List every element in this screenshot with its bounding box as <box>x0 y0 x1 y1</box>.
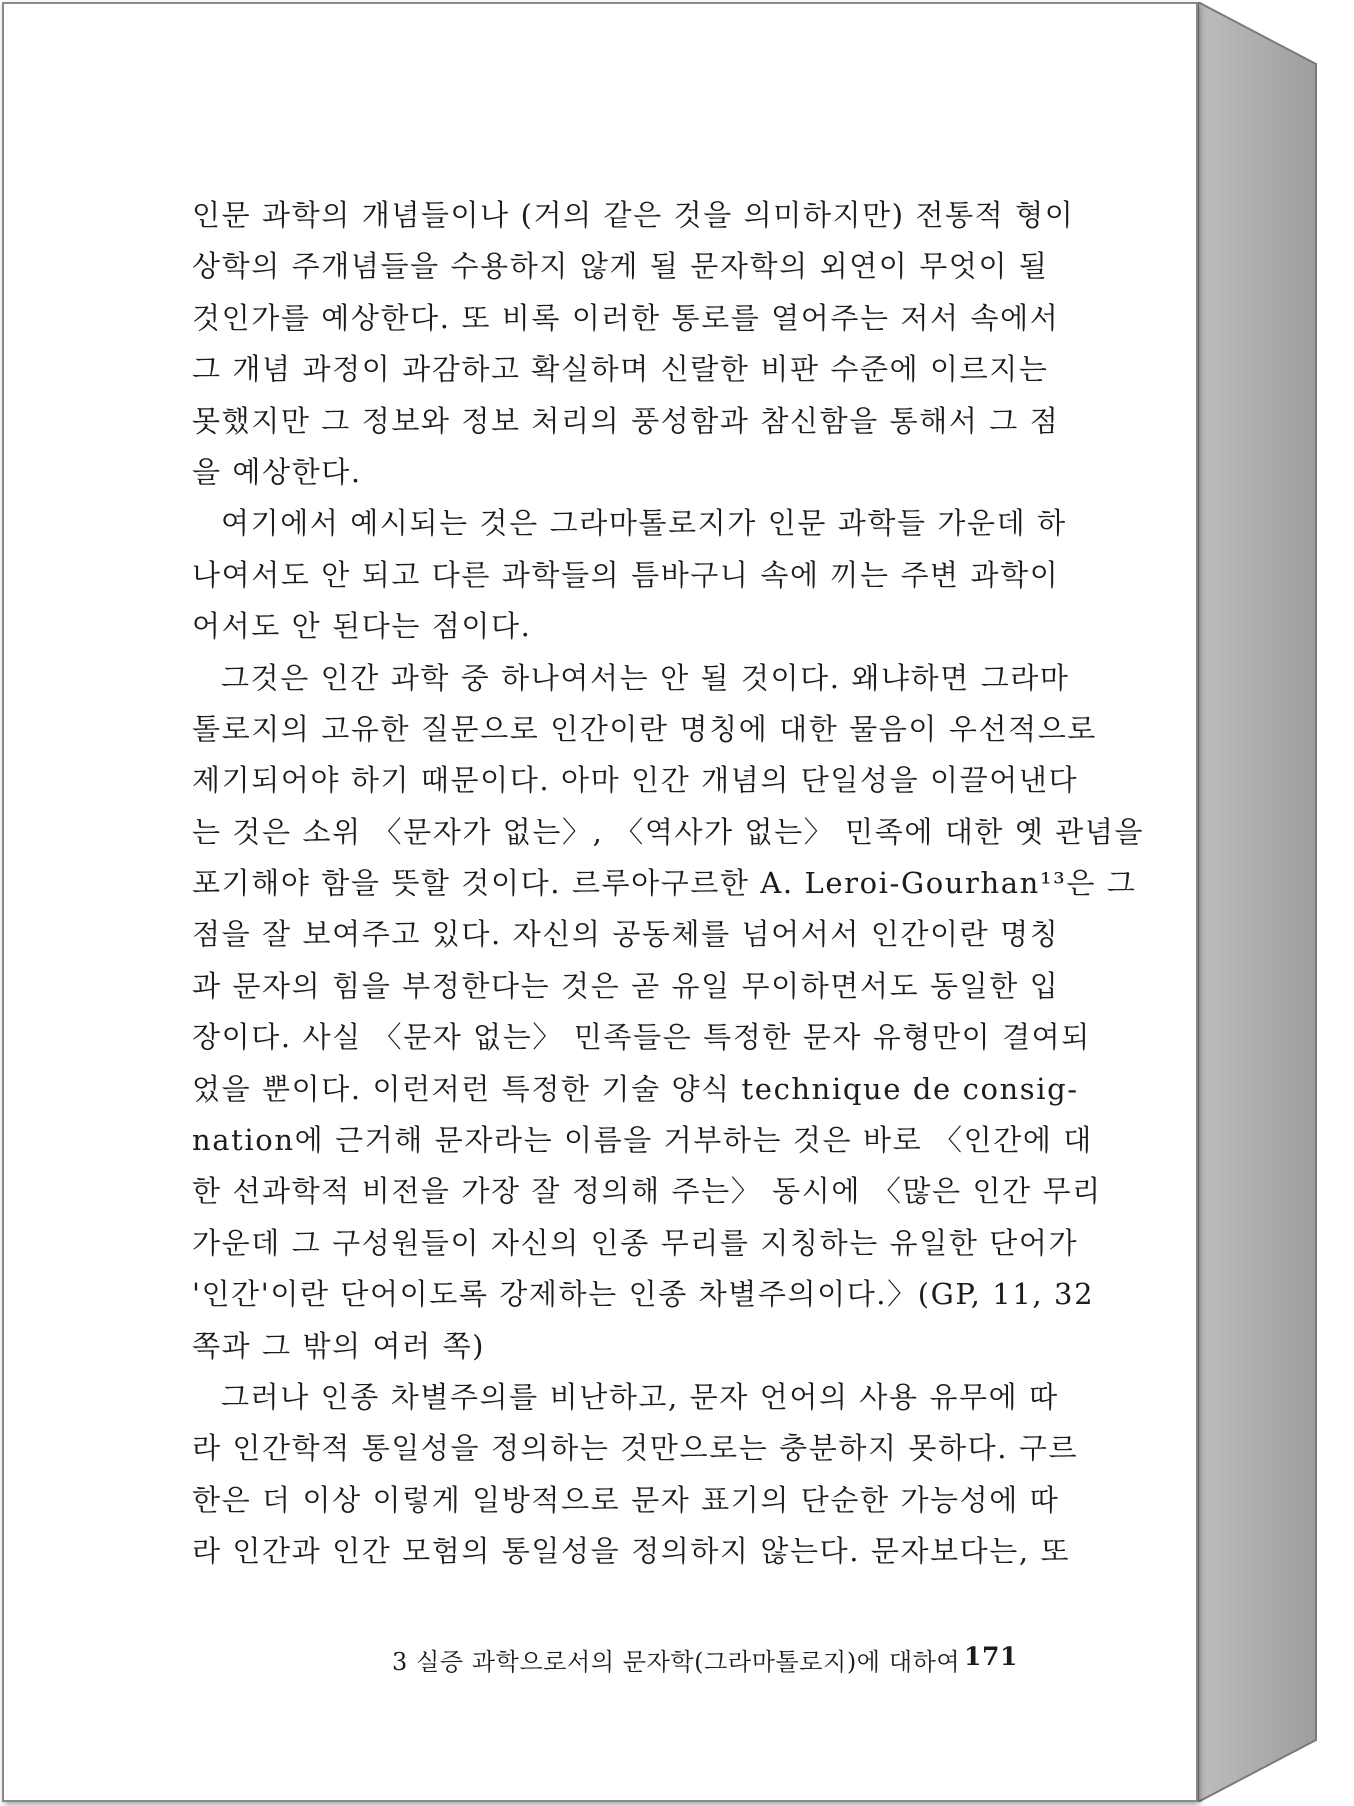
text-line: 과 문자의 힘을 부정한다는 것은 곧 유일 무이하면서도 동일한 입 <box>192 968 1060 1003</box>
text-line: 쪽과 그 밖의 여러 쪽) <box>192 1328 486 1363</box>
text-line: nation에 근거해 문자라는 이름을 거부하는 것은 바로 〈인간에 대 <box>192 1123 1093 1158</box>
text-line: 장이다. 사실 〈문자 없는〉 민족들은 특정한 문자 유형만이 결여되 <box>192 1020 1091 1055</box>
text-line: 는 것은 소위 〈문자가 없는〉, 〈역사가 없는〉 민족에 대한 옛 관념을 <box>192 814 1145 849</box>
text-line: 어서도 안 된다는 점이다. <box>192 609 532 644</box>
text-line: 여기에서 예시되는 것은 그라마톨로지가 인문 과학들 가운데 하 <box>221 506 1067 541</box>
text-line: 한은 더 이상 이렇게 일방적으로 문자 표기의 단순한 가능성에 따 <box>192 1482 1060 1517</box>
text-line: 제기되어야 하기 때문이다. 아마 인간 개념의 단일성을 이끌어낸다 <box>192 763 1079 798</box>
running-head: 3 실증 과학으로서의 문자학(그라마톨로지)에 대하여 <box>392 1648 961 1676</box>
text-line: 나여서도 안 되고 다른 과학들의 틈바구니 속에 끼는 주변 과학이 <box>192 557 1060 592</box>
page-number: 171 <box>964 1642 1018 1671</box>
book-page <box>2 2 1198 1802</box>
text-line: 점을 잘 보여주고 있다. 자신의 공동체를 넘어서서 인간이란 명칭 <box>192 917 1060 952</box>
body-text <box>192 190 1145 1578</box>
text-line: 상학의 주개념들을 수용하지 않게 될 문자학의 외연이 무엇이 될 <box>192 249 1049 284</box>
text-line: 톨로지의 고유한 질문으로 인간이란 명칭에 대한 물음이 우선적으로 <box>192 711 1097 746</box>
text-line: 그것은 인간 과학 중 하나여서는 안 될 것이다. 왜냐하면 그라마 <box>221 660 1070 695</box>
text-line: 었을 뿐이다. 이런저런 특정한 기술 양식 technique de consig- <box>192 1071 1079 1106</box>
text-line: 포기해야 함을 뜻할 것이다. 르루아구르한 A. Leroi-Gourhan¹³은 그 <box>192 866 1137 901</box>
text-line: 못했지만 그 정보와 정보 처리의 풍성함과 참신함을 통해서 그 점 <box>192 403 1060 438</box>
text-line: 인문 과학의 개념들이나 (거의 같은 것을 의미하지만) 전통적 형이 <box>192 198 1075 232</box>
text-line: 한 선과학적 비전을 가장 잘 정의해 주는〉 동시에 〈많은 인간 무리 <box>192 1174 1102 1209</box>
text-line: 그 개념 과정이 과감하고 확실하며 신랄한 비판 수준에 이르지는 <box>192 352 1049 387</box>
text-line: 가운데 그 구성원들이 자신의 인종 무리를 지칭하는 유일한 단어가 <box>192 1225 1079 1260</box>
text-line: 라 인간학적 통일성을 정의하는 것만으로는 충분하지 못하다. 구르 <box>192 1431 1079 1466</box>
text-line: 것인가를 예상한다. 또 비록 이러한 통로를 열어주는 저서 속에서 <box>192 300 1060 335</box>
book-edge <box>1198 2 1318 1802</box>
text-line: '인간'이란 단어이도록 강제하는 인종 차별주의이다.〉(GP, 11, 32 <box>192 1277 1095 1312</box>
page-footer <box>392 1642 1018 1677</box>
text-line: 을 예상한다. <box>192 454 362 489</box>
text-line: 그러나 인종 차별주의를 비난하고, 문자 언어의 사용 유무에 따 <box>221 1379 1059 1414</box>
text-line: 라 인간과 인간 모험의 통일성을 정의하지 않는다. 문자보다는, 또 <box>192 1534 1071 1569</box>
